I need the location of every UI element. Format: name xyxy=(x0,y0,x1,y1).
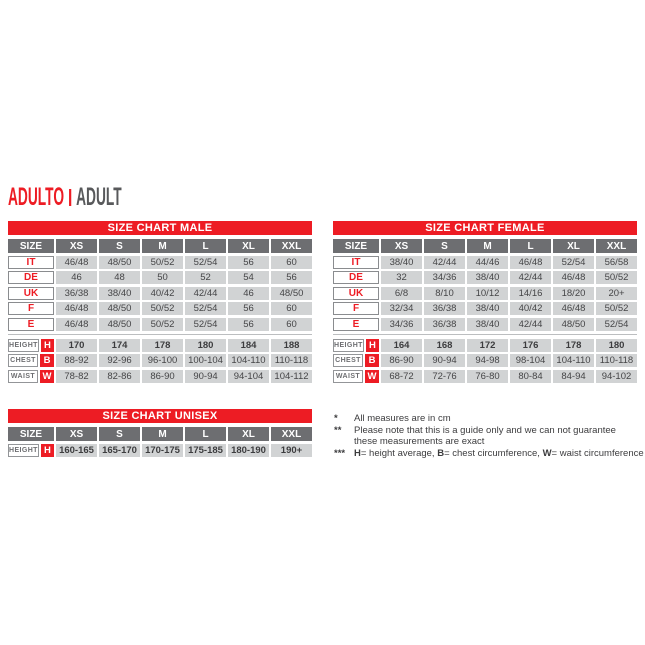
footnote-marker: *** xyxy=(334,447,346,459)
size-value-cell: 50/52 xyxy=(596,271,637,284)
measure-value-cell: 90-94 xyxy=(185,370,226,383)
size-value-cell: 36/38 xyxy=(424,302,465,315)
measure-value-cell: 84-94 xyxy=(553,370,594,383)
footnote-segment: Please note that this is a guide only and we can not guarantee xyxy=(354,424,616,436)
size-value-cell: 48/50 xyxy=(99,256,140,269)
size-value-cell: 56 xyxy=(228,318,269,331)
measure-value-cell: 94-104 xyxy=(228,370,269,383)
footnote-segment: W xyxy=(542,447,552,459)
measure-row-label xyxy=(8,354,54,367)
size-value-cell: 48/50 xyxy=(553,318,594,331)
measure-value-cell: 190+ xyxy=(271,444,312,457)
row-label-uk: UK xyxy=(333,287,379,300)
measure-row-label xyxy=(8,444,54,457)
footnote-line xyxy=(354,413,644,425)
column-header-s: S xyxy=(99,427,140,441)
footnote-segment: B xyxy=(437,447,445,459)
size-value-cell: 60 xyxy=(271,302,312,315)
measure-row-label xyxy=(333,354,379,367)
footnote-marker: ** xyxy=(334,424,342,436)
measure-value-cell: 90-94 xyxy=(424,354,465,367)
measure-label-pill: HEIGHT xyxy=(8,444,39,457)
measure-value-cell: 104-112 xyxy=(271,370,312,383)
footnote-segment: these measurements are exact xyxy=(354,436,485,447)
size-value-cell: 52/54 xyxy=(596,318,637,331)
size-value-cell: 54 xyxy=(228,271,269,284)
size-value-cell: 8/10 xyxy=(424,287,465,300)
measure-label-pill: WAIST xyxy=(8,370,38,383)
size-chart-female xyxy=(333,221,637,383)
column-header-xl: XL xyxy=(228,427,269,441)
table-title-bar: SIZE CHART MALE xyxy=(8,221,312,235)
measure-value-cell: 100-104 xyxy=(185,354,226,367)
measure-value-cell: 80-84 xyxy=(510,370,551,383)
measure-value-cell: 164 xyxy=(381,339,422,352)
column-header-l: L xyxy=(185,427,226,441)
size-value-cell: 52 xyxy=(185,271,226,284)
row-label-f: F xyxy=(333,302,379,315)
size-value-cell: 52/54 xyxy=(553,256,594,269)
row-label-de: DE xyxy=(8,271,54,284)
size-value-cell: 20+ xyxy=(596,287,637,300)
measure-value-cell: 174 xyxy=(99,339,140,352)
size-chart-male xyxy=(8,221,312,383)
size-value-cell: 52/54 xyxy=(185,256,226,269)
size-value-cell: 42/44 xyxy=(510,318,551,331)
column-header-xxl: XXL xyxy=(271,239,312,253)
measure-value-cell: 104-110 xyxy=(553,354,594,367)
size-value-cell: 50/52 xyxy=(596,302,637,315)
size-value-cell: 56 xyxy=(228,302,269,315)
measure-value-cell: 170 xyxy=(56,339,97,352)
measure-code-badge: W xyxy=(40,370,54,383)
size-value-cell: 46/48 xyxy=(553,302,594,315)
measure-value-cell: 78-82 xyxy=(56,370,97,383)
table-title-bar: SIZE CHART FEMALE xyxy=(333,221,637,235)
table-title-bar: SIZE CHART UNISEX xyxy=(8,409,312,423)
column-header-l: L xyxy=(510,239,551,253)
size-value-cell: 36/38 xyxy=(424,318,465,331)
measure-value-cell: 170-175 xyxy=(142,444,183,457)
size-value-cell: 14/16 xyxy=(510,287,551,300)
measure-value-cell: 88-92 xyxy=(56,354,97,367)
size-value-cell: 48 xyxy=(99,271,140,284)
column-header-s: S xyxy=(424,239,465,253)
measure-value-cell: 110-118 xyxy=(271,354,312,367)
size-value-cell: 56/58 xyxy=(596,256,637,269)
size-value-cell: 38/40 xyxy=(467,302,508,315)
size-value-cell: 42/44 xyxy=(424,256,465,269)
column-header-xs: XS xyxy=(56,427,97,441)
size-value-cell: 48/50 xyxy=(99,302,140,315)
size-value-cell: 52/54 xyxy=(185,302,226,315)
column-header-m: M xyxy=(142,239,183,253)
measure-value-cell: 72-76 xyxy=(424,370,465,383)
section-divider xyxy=(333,334,637,335)
size-chart-unisex xyxy=(8,409,312,457)
column-header-xxl: XXL xyxy=(596,239,637,253)
size-value-cell: 34/36 xyxy=(424,271,465,284)
size-value-cell: 48/50 xyxy=(99,318,140,331)
column-header-xs: XS xyxy=(381,239,422,253)
measure-value-cell: 184 xyxy=(228,339,269,352)
size-value-cell: 38/40 xyxy=(467,271,508,284)
measure-value-cell: 86-90 xyxy=(381,354,422,367)
page-title xyxy=(8,183,122,212)
measure-value-cell: 96-100 xyxy=(142,354,183,367)
column-header-size: SIZE xyxy=(333,239,379,253)
size-value-cell: 40/42 xyxy=(142,287,183,300)
column-header-size: SIZE xyxy=(8,239,54,253)
size-value-cell: 46/48 xyxy=(553,271,594,284)
column-header-m: M xyxy=(142,427,183,441)
footnote-marker: * xyxy=(334,413,338,424)
footnote-segment: H xyxy=(354,447,361,459)
size-value-cell: 44/46 xyxy=(467,256,508,269)
column-header-l: L xyxy=(185,239,226,253)
measure-value-cell: 86-90 xyxy=(142,370,183,383)
column-header-m: M xyxy=(467,239,508,253)
measure-value-cell: 176 xyxy=(510,339,551,352)
measure-value-cell: 110-118 xyxy=(596,354,637,367)
size-value-cell: 32 xyxy=(381,271,422,284)
size-value-cell: 56 xyxy=(228,256,269,269)
column-header-size: SIZE xyxy=(8,427,54,441)
size-value-cell: 60 xyxy=(271,318,312,331)
measure-code-badge: H xyxy=(41,339,54,352)
measure-value-cell: 104-110 xyxy=(228,354,269,367)
size-value-cell: 50/52 xyxy=(142,256,183,269)
footnote-line xyxy=(354,436,644,448)
measure-value-cell: 92-96 xyxy=(99,354,140,367)
size-value-cell: 52/54 xyxy=(185,318,226,331)
column-header-s: S xyxy=(99,239,140,253)
size-value-cell: 34/36 xyxy=(381,318,422,331)
measure-value-cell: 94-98 xyxy=(467,354,508,367)
measure-value-cell: 165-170 xyxy=(99,444,140,457)
size-value-cell: 60 xyxy=(271,256,312,269)
size-value-cell: 46 xyxy=(56,271,97,284)
measure-value-cell: 160-165 xyxy=(56,444,97,457)
measure-value-cell: 168 xyxy=(424,339,465,352)
footnote-text xyxy=(354,413,644,425)
column-header-xl: XL xyxy=(553,239,594,253)
size-value-cell: 46/48 xyxy=(56,256,97,269)
measure-row-label xyxy=(8,370,54,383)
size-value-cell: 48/50 xyxy=(271,287,312,300)
row-label-de: DE xyxy=(333,271,379,284)
size-value-cell: 38/40 xyxy=(467,318,508,331)
table-grid xyxy=(333,239,637,383)
size-value-cell: 10/12 xyxy=(467,287,508,300)
size-value-cell: 38/40 xyxy=(99,287,140,300)
size-value-cell: 18/20 xyxy=(553,287,594,300)
row-label-f: F xyxy=(8,302,54,315)
footnote-segment: = chest circumference, xyxy=(444,447,543,459)
measure-value-cell: 82-86 xyxy=(99,370,140,383)
footnote-text xyxy=(354,448,644,460)
footnote-segment: = height average, xyxy=(360,447,438,459)
column-header-xl: XL xyxy=(228,239,269,253)
measure-row-label xyxy=(8,339,54,352)
size-value-cell: 46/48 xyxy=(56,302,97,315)
footnote-line xyxy=(354,448,644,460)
measure-row-label xyxy=(333,339,379,352)
size-value-cell: 36/38 xyxy=(56,287,97,300)
measure-value-cell: 180 xyxy=(596,339,637,352)
measure-label-pill: CHEST xyxy=(8,354,38,367)
size-value-cell: 42/44 xyxy=(510,271,551,284)
size-value-cell: 32/34 xyxy=(381,302,422,315)
measure-value-cell: 178 xyxy=(553,339,594,352)
measure-value-cell: 94-102 xyxy=(596,370,637,383)
page-title-primary: ADULTO xyxy=(8,183,65,211)
column-header-xxl: XXL xyxy=(271,427,312,441)
measure-value-cell: 175-185 xyxy=(185,444,226,457)
size-value-cell: 50/52 xyxy=(142,302,183,315)
size-value-cell: 46/48 xyxy=(56,318,97,331)
measure-code-badge: H xyxy=(41,444,54,457)
column-header-xs: XS xyxy=(56,239,97,253)
row-label-it: IT xyxy=(333,256,379,269)
measure-label-pill: HEIGHT xyxy=(8,339,39,352)
footnotes xyxy=(334,413,642,459)
measure-value-cell: 76-80 xyxy=(467,370,508,383)
measure-code-badge: W xyxy=(365,370,379,383)
measure-code-badge: H xyxy=(366,339,379,352)
measure-label-pill: HEIGHT xyxy=(333,339,364,352)
size-value-cell: 46 xyxy=(228,287,269,300)
size-value-cell: 50 xyxy=(142,271,183,284)
table-grid xyxy=(8,427,312,457)
measure-value-cell: 188 xyxy=(271,339,312,352)
footnote-text xyxy=(354,425,644,448)
measure-row-label xyxy=(333,370,379,383)
table-grid xyxy=(8,239,312,383)
measure-value-cell: 98-104 xyxy=(510,354,551,367)
measure-value-cell: 180 xyxy=(185,339,226,352)
measure-value-cell: 178 xyxy=(142,339,183,352)
footnote-segment: All measures are in cm xyxy=(354,413,451,424)
size-value-cell: 38/40 xyxy=(381,256,422,269)
size-value-cell: 42/44 xyxy=(185,287,226,300)
size-value-cell: 56 xyxy=(271,271,312,284)
measure-label-pill: CHEST xyxy=(333,354,363,367)
measure-value-cell: 68-72 xyxy=(381,370,422,383)
size-value-cell: 6/8 xyxy=(381,287,422,300)
row-label-e: E xyxy=(8,318,54,331)
measure-label-pill: WAIST xyxy=(333,370,363,383)
measure-value-cell: 172 xyxy=(467,339,508,352)
row-label-it: IT xyxy=(8,256,54,269)
size-value-cell: 40/42 xyxy=(510,302,551,315)
footnote-segment: = waist circumference xyxy=(551,447,644,459)
size-value-cell: 46/48 xyxy=(510,256,551,269)
measure-code-badge: B xyxy=(40,354,54,367)
page-title-secondary: ADULT xyxy=(76,183,122,211)
measure-value-cell: 180-190 xyxy=(228,444,269,457)
size-value-cell: 50/52 xyxy=(142,318,183,331)
section-divider xyxy=(8,334,312,335)
footnote-line xyxy=(354,425,644,437)
measure-code-badge: B xyxy=(365,354,379,367)
title-separator-bar xyxy=(69,189,71,206)
row-label-uk: UK xyxy=(8,287,54,300)
row-label-e: E xyxy=(333,318,379,331)
